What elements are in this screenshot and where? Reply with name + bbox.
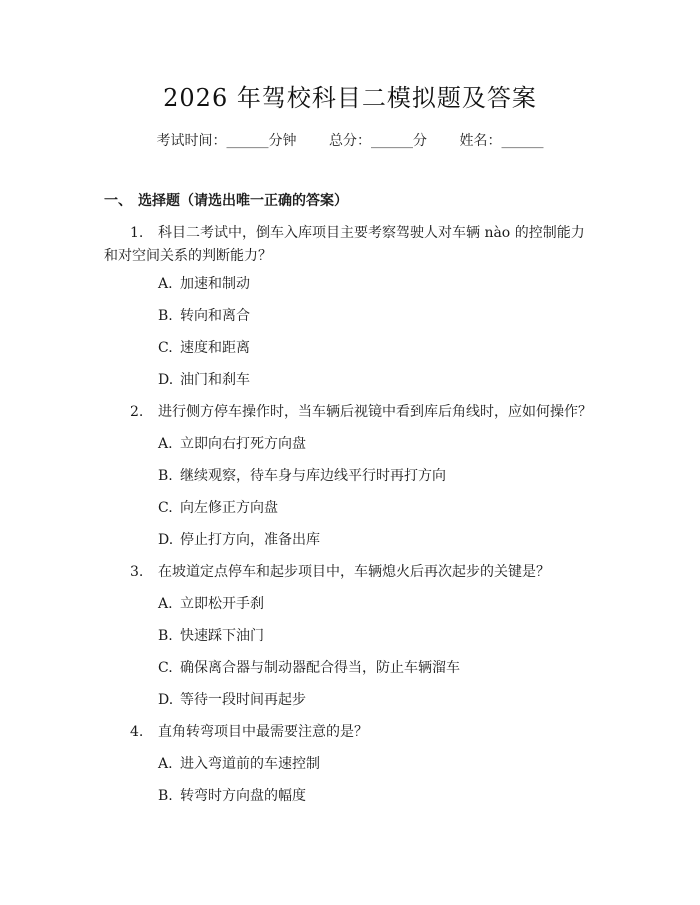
total-score-field: 总分：______分 [329, 133, 427, 149]
question-3 [104, 561, 594, 584]
option-letter: B. [158, 308, 173, 324]
option-letter: A. [158, 436, 173, 452]
option-letter: A. [158, 756, 173, 772]
option-2b [158, 465, 446, 487]
option-text: 等待一段时间再起步 [180, 692, 306, 708]
option-letter: B. [158, 628, 173, 644]
option-3b [158, 625, 264, 647]
question-number: 2. [130, 404, 144, 420]
option-text: 油门和刹车 [180, 372, 250, 388]
option-letter: C. [158, 500, 173, 516]
option-3c [158, 657, 460, 679]
question-1 [104, 222, 594, 268]
option-letter: C. [158, 340, 173, 356]
option-text: 转弯时方向盘的幅度 [180, 788, 306, 804]
option-text: 向左修正方向盘 [180, 500, 278, 516]
option-text: 确保离合器与制动器配合得当，防止车辆溜车 [180, 660, 460, 676]
question-number: 3. [130, 564, 144, 580]
question-number: 4. [130, 724, 144, 740]
option-text: 立即向右打死方向盘 [180, 436, 306, 452]
option-2d [158, 529, 320, 551]
option-text: 进入弯道前的车速控制 [180, 756, 320, 772]
option-text: 停止打方向，准备出库 [180, 532, 320, 548]
option-4b [158, 785, 306, 807]
option-text: 立即松开手刹 [180, 596, 264, 612]
option-1a [158, 273, 250, 295]
option-4a [158, 753, 320, 775]
option-text: 加速和制动 [180, 276, 250, 292]
question-text: 科目二考试中，倒车入库项目主要考察驾驶人对车辆 nào 的控制能力和对空间关系的判断能力？ [104, 225, 585, 264]
option-text: 快速踩下油门 [180, 628, 264, 644]
name-field: 姓名：______ [459, 133, 544, 149]
question-number: 1. [130, 225, 144, 241]
option-letter: D. [158, 372, 174, 388]
option-1c [158, 337, 250, 359]
option-letter: D. [158, 532, 174, 548]
question-text: 在坡道定点停车和起步项目中，车辆熄火后再次起步的关键是？ [158, 564, 550, 580]
section-heading [104, 190, 348, 212]
option-letter: B. [158, 788, 173, 804]
option-letter: A. [158, 596, 173, 612]
page-title: 2026 年驾校科目二模拟题及答案 [163, 84, 537, 112]
option-letter: D. [158, 692, 174, 708]
option-text: 继续观察，待车身与库边线平行时再打方向 [180, 468, 446, 484]
section-number: 一、 [104, 193, 132, 209]
question-text: 直角转弯项目中最需要注意的是？ [158, 724, 368, 740]
option-1d [158, 369, 250, 391]
section-title: 选择题（请选出唯一正确的答案） [138, 193, 348, 209]
exam-time-field: 考试时间：______分钟 [156, 133, 297, 149]
exam-info-line [0, 130, 700, 152]
option-3a [158, 593, 264, 615]
option-letter: B. [158, 468, 173, 484]
question-text: 进行侧方停车操作时，当车辆后视镜中看到库后角线时，应如何操作？ [158, 404, 592, 420]
option-text: 速度和距离 [180, 340, 250, 356]
option-1b [158, 305, 250, 327]
option-3d [158, 689, 306, 711]
option-letter: A. [158, 276, 173, 292]
option-2c [158, 497, 278, 519]
question-4 [104, 721, 594, 744]
option-text: 转向和离合 [180, 308, 250, 324]
option-letter: C. [158, 660, 173, 676]
question-2 [104, 401, 594, 424]
option-2a [158, 433, 306, 455]
